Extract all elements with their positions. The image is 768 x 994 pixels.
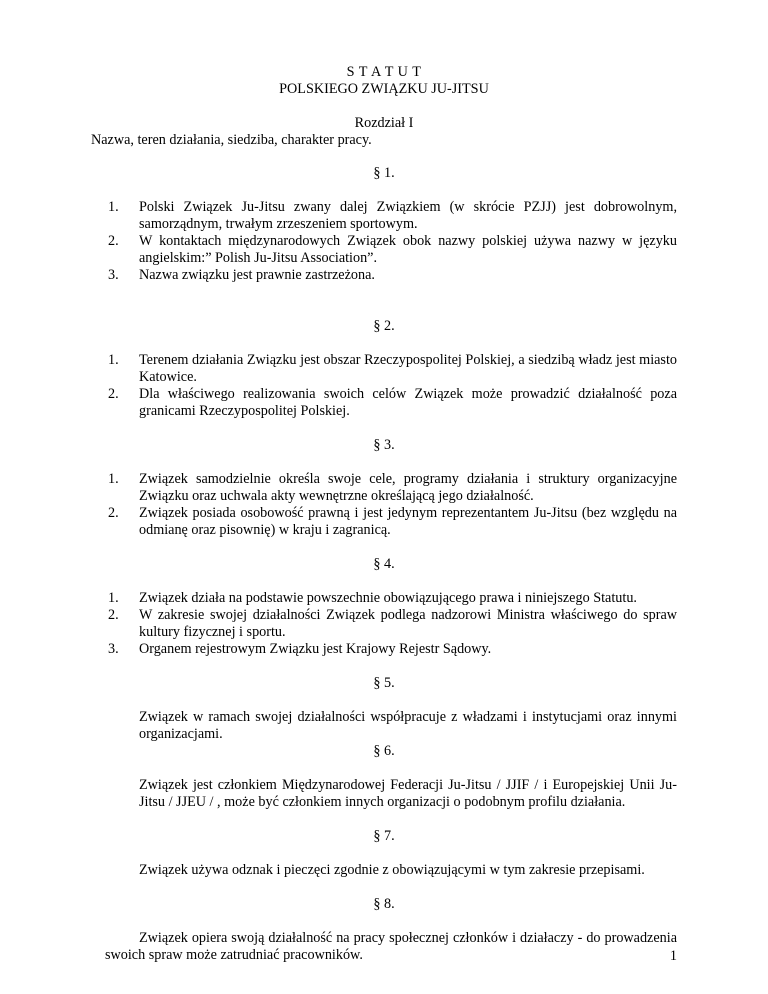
list-item: 3. Nazwa związku jest prawnie zastrzeżona. [108, 266, 375, 283]
section-7-paragraph: Związek używa odznak i pieczęci zgodnie z obowiązującymi w tym zakresie przepisami. [139, 862, 645, 878]
list-item: 3. Organem rejestrowym Związku jest Krajowy Rejestr Sądowy. [108, 640, 492, 657]
list-item: 2. Dla właściwego realizowania swoich celów Związek może prowadzić działalność poza granicami Rzeczypospolitej Polskiej. [108, 385, 677, 419]
list-item: 1. Związek działa na podstawie powszechnie obowiązującego prawa i niniejszego Statutu. [108, 590, 637, 606]
section-1-list [108, 199, 677, 284]
section-mark-4: § 4. [373, 556, 395, 572]
section-2-list [108, 352, 677, 420]
list-item: 2. W zakresie swojej działalności Związek podlega nadzorowi Ministra właściwego do spraw kultury fizycznej i sportu. [108, 606, 677, 640]
section-mark-5: § 5. [373, 675, 395, 691]
section-mark-3: § 3. [373, 437, 395, 453]
list-item: 2. Związek posiada osobowość prawną i jest jedynym reprezentantem Ju-Jitsu (bez względu na odmianę oraz pisownię) w kraju i zagranicą. [108, 504, 677, 538]
list-item: 2. W kontaktach międzynarodowych Związek obok nazwy polskiej używa nazwy w języku angielskim:” Polish Ju-Jitsu Association”. [108, 232, 677, 266]
chapter-label: Rozdział I [354, 115, 414, 131]
section-3-list [108, 471, 677, 539]
page-number: 1 [669, 948, 677, 964]
section-mark-1: § 1. [373, 165, 395, 181]
list-item: 1. Terenem działania Związku jest obszar Rzeczypospolitej Polskiej, a siedzibą władz jest miasto Katowice. [108, 352, 677, 385]
list-item: 1. Związek samodzielnie określa swoje cele, programy działania i struktury organizacyjne Związku oraz uchwala akty wewnętrzne określającą jego działalność. [108, 471, 677, 504]
section-8-paragraph: Związek opiera swoją działalność na pracy społecznej członków i działaczy - do prowadzenia swoich spraw może zatrudniać pracowników. [105, 930, 677, 963]
document-subtitle: POLSKIEGO ZWIĄZKU JU-JITSU [279, 81, 489, 97]
section-5-paragraph: Związek w ramach swojej działalności współpracuje z władzami i instytucjami oraz innymi organizacjami. [139, 709, 677, 742]
section-mark-2: § 2. [373, 318, 395, 334]
section-4-list [108, 590, 677, 658]
list-item: 1. Polski Związek Ju-Jitsu zwany dalej Związkiem (w skrócie PZJJ) jest dobrowolnym, samorządnym, trwałym zrzeszeniem sportowym. [108, 199, 677, 232]
section-mark-8: § 8. [373, 896, 395, 912]
document-title: S T A T U T [346, 64, 422, 80]
section-6-paragraph: Związek jest członkiem Międzynarodowej Federacji Ju-Jitsu / JJIF / i Europejskiej Unii Ju-Jitsu / JJEU / , może być członkiem innych organizacji o podobnym profilu działania. [139, 777, 677, 810]
section-mark-7: § 7. [373, 828, 395, 844]
section-mark-6: § 6. [373, 743, 395, 759]
chapter-heading: Nazwa, teren działania, siedziba, charakter pracy. [91, 132, 372, 148]
